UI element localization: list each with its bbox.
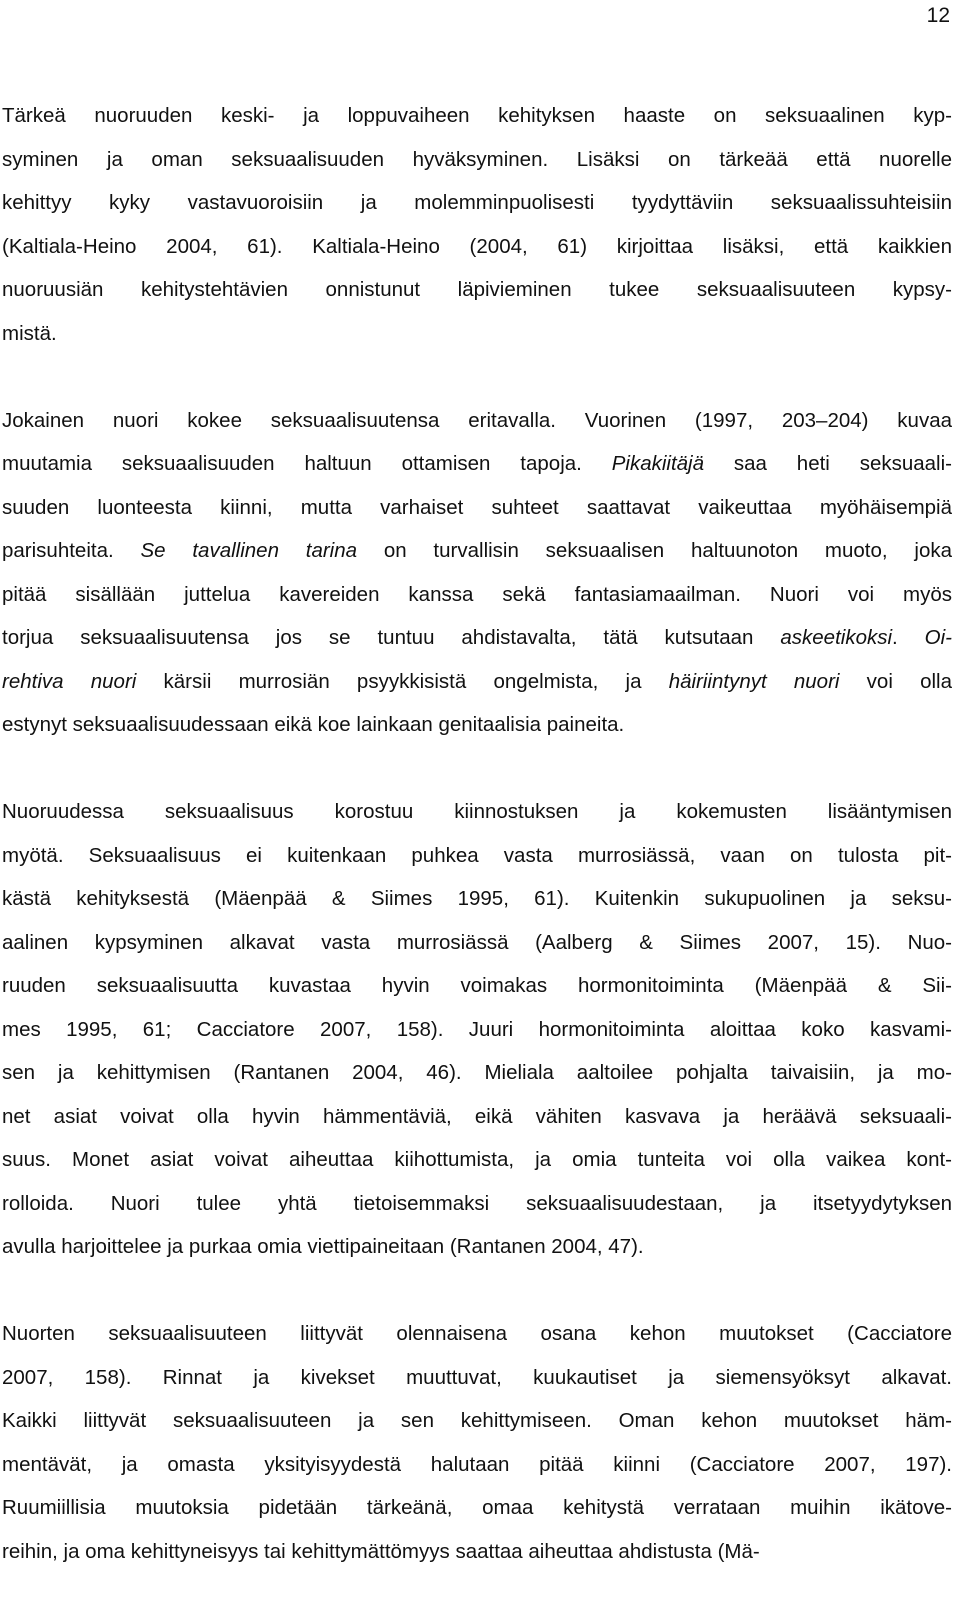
text-segment: Nuorten seksuaalisuuteen liittyvät olennaisena osana kehon muutokset (Cacciatore <box>2 1322 952 1345</box>
text-line <box>2 1356 952 1400</box>
italic-term: Se tavallinen tarina <box>140 539 358 562</box>
paragraph <box>2 399 952 747</box>
paragraph <box>2 790 952 1269</box>
page-number: 12 <box>926 4 950 27</box>
text-line <box>2 225 952 269</box>
text-segment: estynyt seksuaalisuudessaan eikä koe lainkaan genitaalisia paineita. <box>2 713 625 736</box>
text-segment: rolloida. Nuori tulee yhtä tietoisemmaksi seksuaalisuudestaan, ja itsetyydytyksen <box>2 1191 952 1215</box>
text-segment: 2007, 158). Rinnat ja kivekset muuttuvat, kuukautiset ja siemensyöksyt alkavat. <box>2 1365 952 1389</box>
text-line <box>2 1443 952 1487</box>
text-segment: ruuden seksuaalisuutta kuvastaa hyvin voimakas hormonitoiminta (Mäenpää & Sii- <box>2 974 952 997</box>
text-line <box>2 138 952 182</box>
italic-term: häiriintynyt nuori <box>668 669 840 693</box>
text-segment: (Kaltiala-Heino 2004, 61). Kaltiala-Heino (2004, 61) kirjoittaa lisäksi, että kaikkien <box>2 234 952 258</box>
text-line <box>2 1051 952 1095</box>
text-segment: Kaikki liittyvät seksuaalisuuteen ja sen kehittymiseen. Oman kehon muutokset häm- <box>2 1409 952 1432</box>
italic-term: askeetikoksi <box>780 626 893 649</box>
text-line <box>2 1182 952 1226</box>
text-segment: on turvallisin seksuaalisen haltuunoton muoto, joka <box>357 539 952 562</box>
paragraph <box>2 1312 952 1573</box>
text-line <box>2 790 952 834</box>
text-line <box>2 660 952 704</box>
document-body <box>2 94 952 1617</box>
text-line <box>2 529 952 573</box>
text-line <box>2 1008 952 1052</box>
text-line <box>2 1312 952 1356</box>
text-segment: Tärkeä nuoruuden keski- ja loppuvaiheen kehityksen haaste on seksuaalinen kyp- <box>2 104 952 127</box>
text-segment: suus. Monet asiat voivat aiheuttaa kiihottumista, ja omia tunteita voi olla vaikea kont- <box>2 1148 952 1171</box>
text-line <box>2 94 952 138</box>
text-segment: kärsii murrosiän psyykkisistä ongelmista, ja <box>136 669 669 693</box>
text-segment: muutamia seksuaalisuuden haltuun ottamisen tapoja. <box>2 452 612 475</box>
text-segment: suuden luonteesta kiinni, mutta varhaiset suhteet saattavat vaikeuttaa myöhäisempiä <box>2 495 952 519</box>
text-segment: mistä. <box>2 321 57 345</box>
text-segment: Nuoruudessa seksuaalisuus korostuu kiinnostuksen ja kokemusten lisääntymisen <box>2 800 952 823</box>
text-segment: parisuhteita. <box>2 539 141 562</box>
text-line <box>2 1486 952 1530</box>
text-line <box>2 964 952 1008</box>
text-line <box>2 921 952 965</box>
text-line <box>2 1530 952 1574</box>
text-segment: syminen ja oman seksuaalisuuden hyväksyminen. Lisäksi on tärkeää että nuorelle <box>2 147 952 171</box>
text-line <box>2 834 952 878</box>
text-segment: avulla harjoittelee ja purkaa omia viettipaineitaan (Rantanen 2004, 47). <box>2 1235 644 1258</box>
text-segment: . <box>892 626 925 649</box>
text-segment: kästä kehityksestä (Mäenpää & Siimes 1995, 61). Kuitenkin sukupuolinen ja seksu- <box>2 887 952 910</box>
text-segment: voi olla <box>839 669 952 693</box>
text-segment: saa heti seksuaali- <box>704 452 952 475</box>
text-segment: Ruumiillisia muutoksia pidetään tärkeänä, omaa kehitystä verrataan muihin ikätove- <box>2 1496 952 1519</box>
text-line <box>2 486 952 530</box>
text-line <box>2 312 952 356</box>
text-segment: mentävät, ja omasta yksityisyydestä halutaan pitää kiinni (Cacciatore 2007, 197). <box>2 1452 952 1476</box>
text-segment: net asiat voivat olla hyvin hämmentäviä, eikä vähiten kasvava ja heräävä seksuaali- <box>2 1104 952 1128</box>
text-line <box>2 399 952 443</box>
text-line <box>2 877 952 921</box>
text-line <box>2 1138 952 1182</box>
paragraph <box>2 94 952 355</box>
text-line <box>2 442 952 486</box>
text-line <box>2 1225 952 1269</box>
text-segment: reihin, ja oma kehittyneisyys tai kehittymättömyys saattaa aiheuttaa ahdistusta (Mä- <box>2 1539 760 1563</box>
text-segment: nuoruusiän kehitystehtävien onnistunut läpivieminen tukee seksuaalisuuteen kypsy- <box>2 278 952 301</box>
text-segment: mes 1995, 61; Cacciatore 2007, 158). Juuri hormonitoiminta aloittaa koko kasvami- <box>2 1017 952 1041</box>
italic-term: Oi- <box>924 626 952 649</box>
text-line <box>2 1399 952 1443</box>
italic-term: rehtiva nuori <box>2 669 137 693</box>
text-segment: pitää sisällään juttelua kavereiden kanssa sekä fantasiamaailman. Nuori voi myös <box>2 582 952 606</box>
text-line <box>2 703 952 747</box>
text-line <box>2 573 952 617</box>
text-segment: kehittyy kyky vastavuoroisiin ja molemminpuolisesti tyydyttäviin seksuaalissuhteisiin <box>2 191 952 214</box>
italic-term: Pikakiitäjä <box>611 452 705 475</box>
text-segment: sen ja kehittymisen (Rantanen 2004, 46). Mieliala aaltoilee pohjalta taivaisiin, ja mo- <box>2 1061 952 1084</box>
text-line <box>2 268 952 312</box>
text-segment: Jokainen nuori kokee seksuaalisuutensa eritavalla. Vuorinen (1997, 203–204) kuvaa <box>2 408 952 432</box>
text-line <box>2 181 952 225</box>
text-line <box>2 616 952 660</box>
text-line <box>2 1095 952 1139</box>
text-segment: torjua seksuaalisuutensa jos se tuntuu ahdistavalta, tätä kutsutaan <box>2 626 781 649</box>
text-segment: myötä. Seksuaalisuus ei kuitenkaan puhkea vasta murrosiässä, vaan on tulosta pit- <box>2 843 952 867</box>
text-segment: aalinen kypsyminen alkavat vasta murrosiässä (Aalberg & Siimes 2007, 15). Nuo- <box>2 930 952 954</box>
